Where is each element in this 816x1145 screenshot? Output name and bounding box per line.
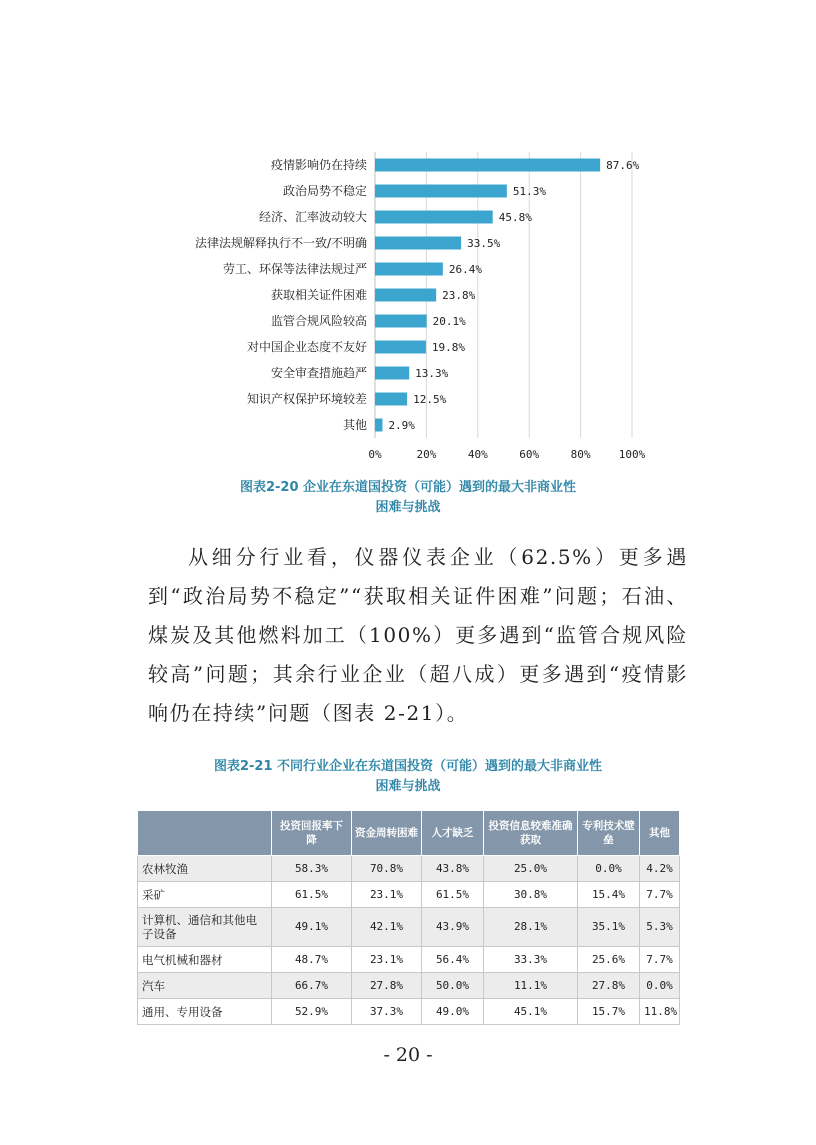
bar — [375, 289, 436, 302]
category-label: 政治局势不稳定 — [282, 184, 367, 198]
table-cell: 0.0% — [640, 973, 680, 999]
table-cell: 66.7% — [272, 973, 352, 999]
bar — [375, 419, 382, 432]
table-row — [138, 856, 680, 882]
row-label: 电气机械和器材 — [138, 947, 272, 973]
x-tick-label: 100% — [618, 448, 646, 461]
category-label: 法律法规解释执行不一致/不明确 — [194, 236, 367, 250]
table-cell: 23.1% — [352, 947, 422, 973]
category-label: 安全审查措施趋严 — [270, 366, 367, 380]
table-cell: 61.5% — [422, 882, 484, 908]
header-cell: 投资回报率下降 — [272, 811, 352, 856]
table-cell: 58.3% — [272, 856, 352, 882]
bar — [375, 211, 493, 224]
x-tick-label: 40% — [467, 448, 488, 461]
data-table — [137, 810, 680, 1025]
row-label: 汽车 — [138, 973, 272, 999]
row-label: 农林牧渔 — [138, 856, 272, 882]
table-cell: 37.3% — [352, 999, 422, 1025]
value-label: 2.9% — [388, 419, 415, 432]
header-cell: 资金周转困难 — [352, 811, 422, 856]
value-label: 13.3% — [415, 367, 449, 380]
bar — [375, 237, 461, 250]
table-cell: 33.3% — [484, 947, 578, 973]
table-cell: 49.0% — [422, 999, 484, 1025]
table-row — [138, 947, 680, 973]
category-label: 劳工、环保等法律法规过严 — [222, 262, 367, 276]
table-cell: 50.0% — [422, 973, 484, 999]
table-cell: 25.0% — [484, 856, 578, 882]
row-label: 通用、专用设备 — [138, 999, 272, 1025]
table-cell: 11.1% — [484, 973, 578, 999]
value-label: 12.5% — [413, 393, 447, 406]
table-cell: 35.1% — [578, 908, 640, 947]
table-cell: 28.1% — [484, 908, 578, 947]
bar-chart — [0, 0, 816, 470]
table-cell: 15.4% — [578, 882, 640, 908]
category-label: 知识产权保护环境较差 — [246, 392, 367, 406]
category-label: 获取相关证件困难 — [270, 288, 367, 302]
table-cell: 15.7% — [578, 999, 640, 1025]
x-tick-label: 60% — [519, 448, 540, 461]
category-label: 对中国企业态度不友好 — [246, 340, 367, 354]
table-caption-line1: 图表2-21 不同行业企业在东道国投资（可能）遇到的最大非商业性 — [213, 759, 603, 774]
bar — [375, 341, 426, 354]
table-cell: 7.7% — [640, 882, 680, 908]
header-cell: 专利技术壁垒 — [578, 811, 640, 856]
table-cell: 43.8% — [422, 856, 484, 882]
category-label: 监管合规风险较高 — [270, 314, 367, 328]
value-label: 23.8% — [442, 289, 476, 302]
row-label: 采矿 — [138, 882, 272, 908]
bar — [375, 315, 427, 328]
table-cell: 45.1% — [484, 999, 578, 1025]
x-tick-label: 80% — [570, 448, 591, 461]
table-cell: 49.1% — [272, 908, 352, 947]
table-cell: 7.7% — [640, 947, 680, 973]
table-cell: 70.8% — [352, 856, 422, 882]
paragraph: 从细分行业看，仪器仪表企业（62.5%）更多遇到“政治局势不稳定”“获取相关证件困难”问题；石油、煤炭及其他燃料加工（100%）更多遇到“监管合规风险较高”问题；其余行业企业（超八成）更多遇到“疫情影响仍在持续”问题（图表 2-21）。 — [148, 545, 688, 725]
figure-caption-line1: 图表2-20 企业在东道国投资（可能）遇到的最大非商业性 — [239, 480, 577, 495]
row-label: 计算机、通信和其他电子设备 — [138, 908, 272, 947]
table-cell: 56.4% — [422, 947, 484, 973]
value-label: 87.6% — [606, 159, 640, 172]
page-number: - 20 - — [383, 1044, 433, 1066]
figure-caption-line2: 困难与挑战 — [375, 500, 441, 515]
table-row — [138, 882, 680, 908]
category-label: 其他 — [342, 418, 367, 432]
table-cell: 52.9% — [272, 999, 352, 1025]
value-label: 26.4% — [448, 263, 482, 276]
value-label: 33.5% — [467, 237, 501, 250]
table-cell: 0.0% — [578, 856, 640, 882]
table-row — [138, 908, 680, 947]
bar — [375, 159, 600, 172]
table-cell: 27.8% — [578, 973, 640, 999]
table-cell: 43.9% — [422, 908, 484, 947]
table-header-row — [138, 811, 680, 856]
value-label: 19.8% — [431, 341, 466, 354]
bar — [375, 367, 409, 380]
table-cell: 30.8% — [484, 882, 578, 908]
header-cell: 人才缺乏 — [422, 811, 484, 856]
table-row — [138, 999, 680, 1025]
header-cell: 投资信息较难准确获取 — [484, 811, 578, 856]
table-cell: 4.2% — [640, 856, 680, 882]
body-text — [148, 538, 688, 733]
table-cell: 25.6% — [578, 947, 640, 973]
header-cell: 其他 — [640, 811, 680, 856]
value-label: 45.8% — [498, 211, 532, 224]
value-label: 20.1% — [432, 315, 466, 328]
bar — [375, 263, 443, 276]
x-tick-label: 0% — [368, 448, 382, 461]
table-caption-line2: 困难与挑战 — [375, 779, 441, 794]
table-cell: 5.3% — [640, 908, 680, 947]
table-cell: 42.1% — [352, 908, 422, 947]
category-label: 疫情影响仍在持续 — [270, 158, 367, 172]
table-row — [138, 973, 680, 999]
table-cell: 11.8% — [640, 999, 680, 1025]
value-label: 51.3% — [512, 185, 546, 198]
bar — [375, 393, 407, 406]
bar — [375, 185, 507, 198]
table-cell: 48.7% — [272, 947, 352, 973]
category-label: 经济、汇率波动较大 — [258, 210, 367, 224]
table-cell: 27.8% — [352, 973, 422, 999]
x-tick-label: 20% — [416, 448, 437, 461]
figure-caption — [0, 478, 816, 518]
data-table-container — [137, 810, 679, 1025]
header-cell — [138, 811, 272, 856]
table-cell: 61.5% — [272, 882, 352, 908]
table-cell: 23.1% — [352, 882, 422, 908]
table-caption — [0, 757, 816, 797]
